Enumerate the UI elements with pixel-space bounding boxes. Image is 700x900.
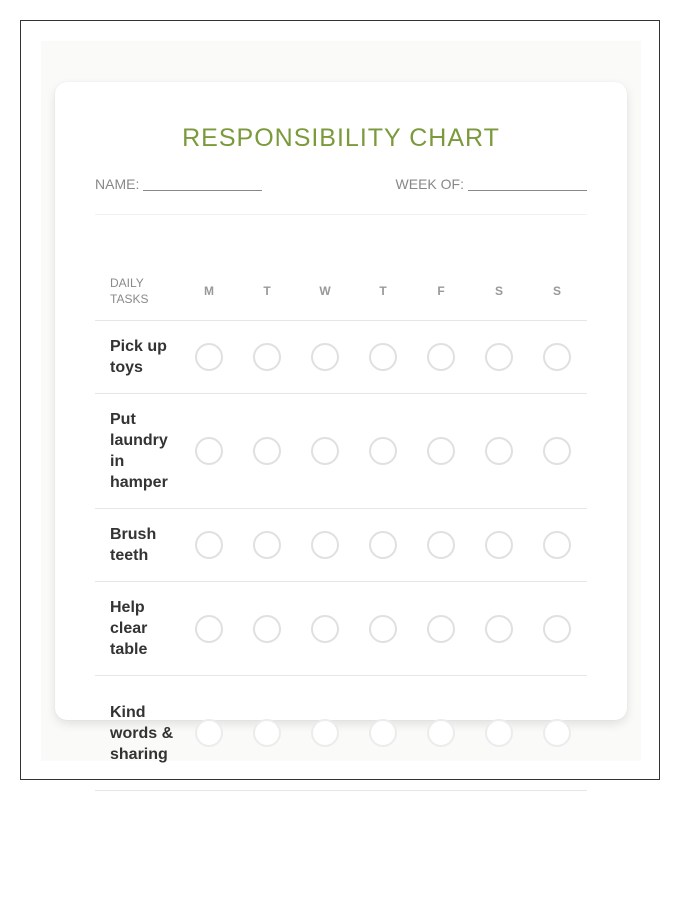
week-label: WEEK OF:	[395, 176, 464, 192]
check-circle[interactable]	[195, 343, 223, 371]
check-circle[interactable]	[369, 719, 397, 747]
check-circle[interactable]	[253, 719, 281, 747]
week-blank-line[interactable]	[468, 176, 587, 191]
check-circle[interactable]	[427, 615, 455, 643]
check-circle[interactable]	[427, 437, 455, 465]
check-circle[interactable]	[543, 437, 571, 465]
check-circle[interactable]	[369, 437, 397, 465]
check-circle[interactable]	[543, 531, 571, 559]
name-field[interactable]	[95, 176, 262, 192]
tasks-column-header: DAILY TASKS	[110, 276, 149, 306]
header-divider	[95, 214, 587, 215]
check-circle[interactable]	[195, 437, 223, 465]
check-circle[interactable]	[427, 531, 455, 559]
check-circle[interactable]	[369, 531, 397, 559]
check-circle[interactable]	[253, 615, 281, 643]
check-circle[interactable]	[253, 437, 281, 465]
day-header-sun: S	[552, 284, 561, 298]
chart-title: RESPONSIBILITY CHART	[182, 124, 500, 152]
check-circle[interactable]	[311, 343, 339, 371]
day-header-fri: F	[437, 284, 445, 298]
task-label: Help clear table	[110, 599, 148, 658]
day-header-sat: S	[494, 284, 503, 298]
check-circle[interactable]	[195, 531, 223, 559]
check-circle[interactable]	[427, 719, 455, 747]
check-circle[interactable]	[543, 615, 571, 643]
name-blank-line[interactable]	[143, 176, 262, 191]
check-circle[interactable]	[311, 437, 339, 465]
grid-header-row	[95, 262, 587, 321]
check-circle[interactable]	[543, 343, 571, 371]
check-circle[interactable]	[311, 531, 339, 559]
day-header-mon: M	[204, 284, 214, 298]
check-circle[interactable]	[485, 531, 513, 559]
check-circle[interactable]	[543, 719, 571, 747]
day-header-tue: T	[263, 284, 271, 298]
check-circle[interactable]	[485, 719, 513, 747]
task-label: Brush teeth	[110, 526, 157, 564]
check-circle[interactable]	[195, 615, 223, 643]
check-circle[interactable]	[253, 531, 281, 559]
task-row	[95, 582, 587, 676]
check-circle[interactable]	[195, 719, 223, 747]
check-circle[interactable]	[485, 615, 513, 643]
day-header-thu: T	[379, 284, 387, 298]
chart-grid	[95, 262, 587, 791]
check-circle[interactable]	[485, 343, 513, 371]
check-circle[interactable]	[485, 437, 513, 465]
name-label: NAME:	[95, 176, 140, 192]
task-label: Kind words & sharing	[110, 703, 174, 763]
task-row	[95, 676, 587, 791]
task-row	[95, 321, 587, 394]
task-row	[95, 509, 587, 582]
task-label: Pick up toys	[110, 338, 167, 376]
day-header-wed: W	[319, 284, 331, 298]
task-label: Put laundry in hamper	[110, 411, 168, 491]
week-field[interactable]	[396, 176, 587, 192]
check-circle[interactable]	[311, 615, 339, 643]
task-row	[95, 394, 587, 509]
check-circle[interactable]	[253, 343, 281, 371]
check-circle[interactable]	[311, 719, 339, 747]
check-circle[interactable]	[369, 615, 397, 643]
check-circle[interactable]	[369, 343, 397, 371]
check-circle[interactable]	[427, 343, 455, 371]
